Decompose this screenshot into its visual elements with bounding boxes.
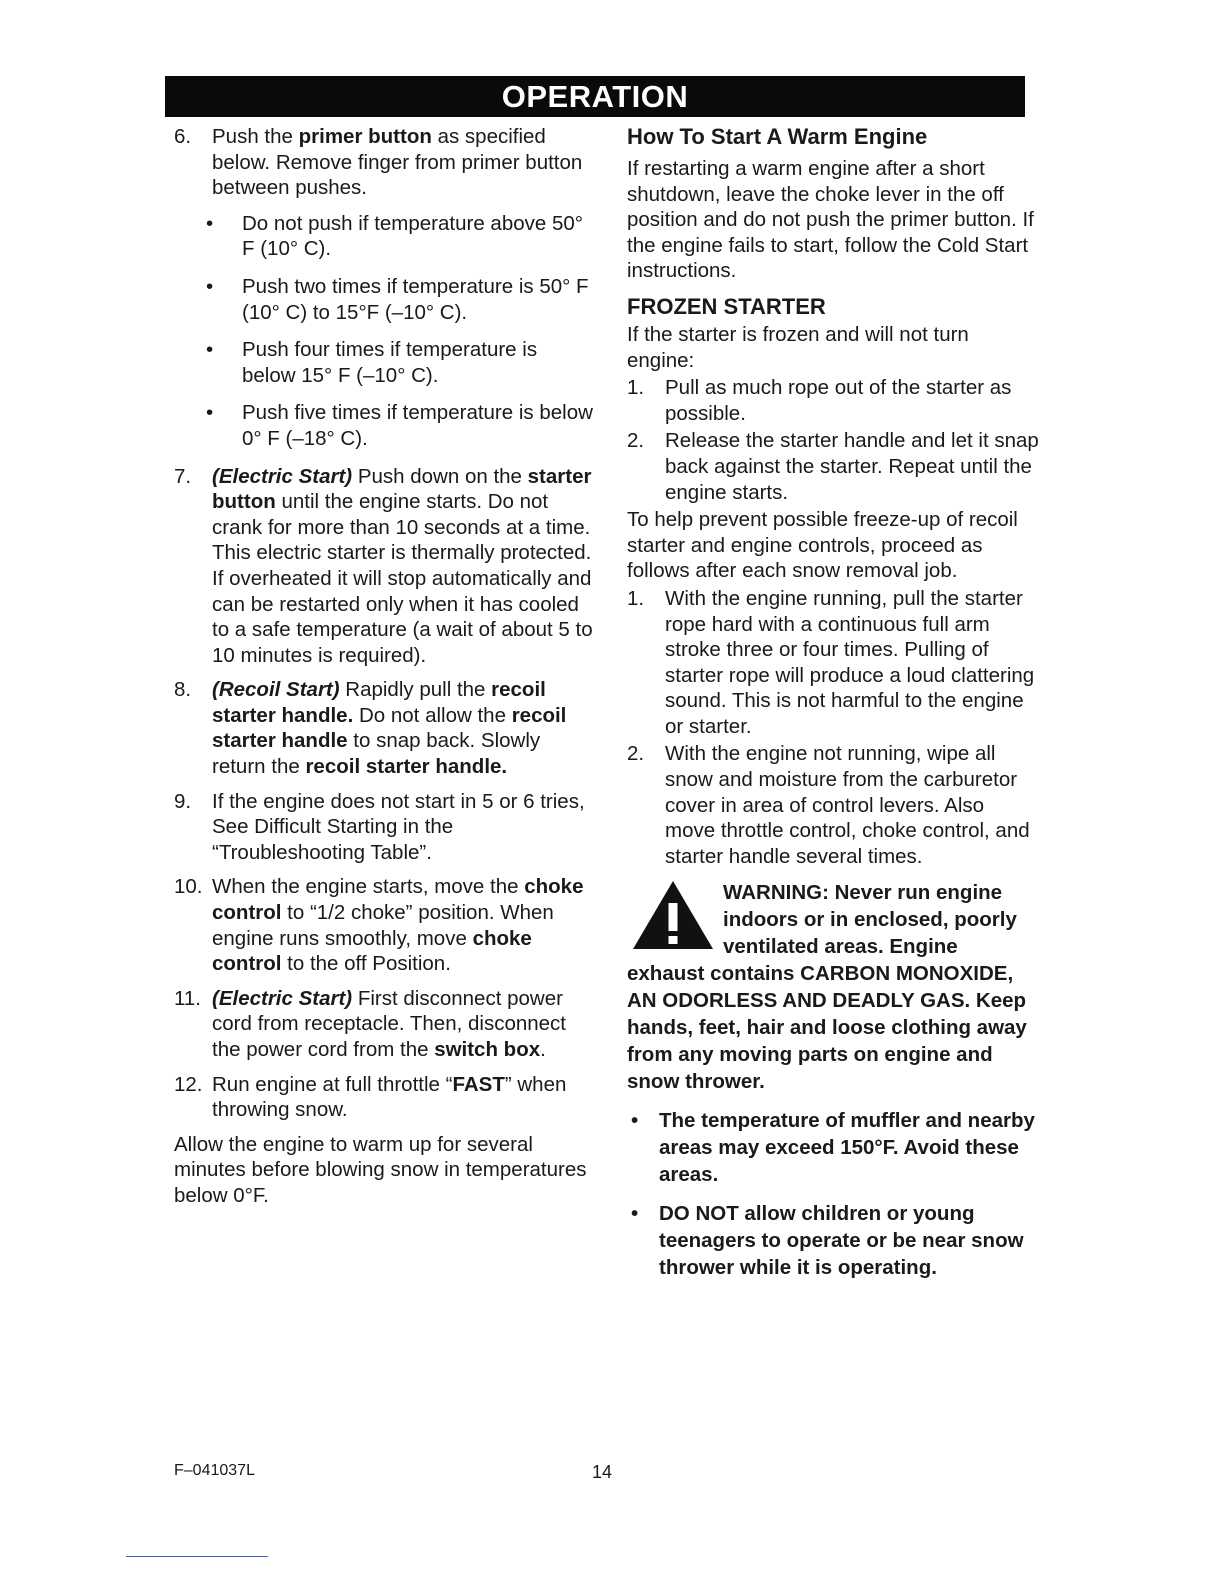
- step-number: 1.: [627, 586, 645, 610]
- step-number: 2.: [627, 429, 645, 453]
- bullet-icon: •: [206, 274, 214, 298]
- step-number: 6.: [174, 125, 192, 148]
- step-number: 10.: [174, 875, 203, 899]
- list-item: • The temperature of muffler and nearby areas may exceed 150°F. Avoid these areas.: [631, 1109, 1035, 1187]
- prevention-step-2: 2. With the engine not running, wipe all snow and moisture from the carburetor cover in area of control levers. Also move throttle control, choke control, and starter handle several times.: [627, 742, 1030, 868]
- step-text: (Electric Start) First disconnect power cord from receptacle. Then, disconnect the power cord from the switch box.: [212, 986, 566, 1061]
- warning-block: [627, 879, 1039, 1095]
- step-text: Push the primer button as specified below. Remove finger from primer button between pushes.: [212, 125, 583, 200]
- step-text: (Electric Start) Push down on the starter button until the engine starts. Do not crank for more than 10 seconds at a time. This electric starter is thermally protected. If overheated it will stop automatically and can be restarted only when it has cooled to a safe temperature (a wait of about 5 to 10 minutes is required).: [212, 464, 593, 667]
- step-text: When the engine starts, move the choke control to “1/2 choke” position. When engine runs smoothly, move choke control to the off Position.: [212, 875, 584, 976]
- frozen-step-2: 2. Release the starter handle and let it snap back against the starter. Repeat until the engine starts.: [627, 429, 1039, 504]
- step-text: If the engine does not start in 5 or 6 tries, See Difficult Starting in the “Troubleshooting Table”.: [212, 789, 585, 864]
- step-11: [174, 986, 594, 1063]
- warning-text: WARNING: Never run engine indoors or in enclosed, poorly ventilated areas. Engine exhaust contains CARBON MONOXIDE, AN ODORLESS AND DEADLY GAS. Keep hands, feet, hair and loose clothing away from any moving parts on engine and snow thrower.: [627, 881, 1027, 1094]
- step-6: [174, 124, 594, 201]
- bullet-icon: •: [206, 211, 214, 235]
- step-text: (Recoil Start) Rapidly pull the recoil starter handle. Do not allow the recoil starter handle to snap back. Slowly return the recoil starter handle.: [212, 678, 567, 779]
- warning-triangle-icon: [631, 879, 715, 951]
- step-9: [174, 789, 594, 866]
- frozen-step-1: 1. Pull as much rope out of the starter as possible.: [627, 376, 1012, 425]
- step-7: [174, 464, 594, 669]
- page-number: 14: [592, 1462, 613, 1482]
- step-number: 9.: [174, 789, 192, 813]
- step-8: [174, 677, 594, 779]
- right-column: [627, 124, 1039, 1281]
- document-code: F–041037L: [174, 1462, 255, 1479]
- bottom-divider: [126, 1556, 268, 1557]
- frozen-starter-intro: If the starter is frozen and will not turn engine:: [627, 322, 969, 372]
- list-item: • DO NOT allow children or young teenagers to operate or be near snow thrower while it is operating.: [631, 1202, 1024, 1280]
- step-12: [174, 1072, 594, 1123]
- list-item: • Push five times if temperature is below 0° F (–18° C).: [206, 401, 593, 450]
- prevention-step-1: 1. With the engine running, pull the starter rope hard with a continuous full arm stroke three or four times. Pulling of starter rope will produce a loud clattering sound. This is not harmful to the engine or starter.: [627, 586, 1035, 738]
- warm-up-note: Allow the engine to warm up for several minutes before blowing snow in temperatures below 0°F.: [174, 1132, 587, 1207]
- step-number: 11.: [174, 986, 201, 1010]
- list-item: • Push two times if temperature is 50° F (10° C) to 15°F (–10° C).: [206, 274, 589, 324]
- step-number: 7.: [174, 464, 192, 488]
- primer-bullet-list: [206, 211, 594, 452]
- step-number: 1.: [627, 376, 645, 400]
- step-number: 12.: [174, 1072, 203, 1096]
- step-number: 2.: [627, 742, 645, 766]
- list-item: • Push four times if temperature is below 15° F (–10° C).: [206, 338, 538, 387]
- step-number: 8.: [174, 678, 192, 702]
- warm-engine-text: If restarting a warm engine after a short shutdown, leave the choke lever in the off position and do not push the primer button. If the engine fails to start, follow the Cold Start instructions.: [627, 157, 1034, 283]
- warm-engine-heading: How To Start A Warm Engine: [627, 124, 928, 149]
- bullet-icon: •: [631, 1202, 639, 1226]
- step-10: [174, 874, 594, 976]
- list-item: • Do not push if temperature above 50° F (10° C).: [206, 211, 583, 261]
- bullet-icon: •: [631, 1109, 639, 1133]
- freeze-prevention-intro: To help prevent possible freeze-up of recoil starter and engine controls, proceed as follows after each snow removal job.: [627, 508, 1018, 583]
- section-title-banner: OPERATION: [165, 76, 1025, 117]
- left-column: [174, 124, 594, 1209]
- step-text: Run engine at full throttle “FAST” when throwing snow.: [212, 1072, 567, 1122]
- bullet-icon: •: [206, 338, 214, 362]
- bullet-icon: •: [206, 401, 214, 425]
- frozen-starter-heading: FROZEN STARTER: [627, 293, 826, 319]
